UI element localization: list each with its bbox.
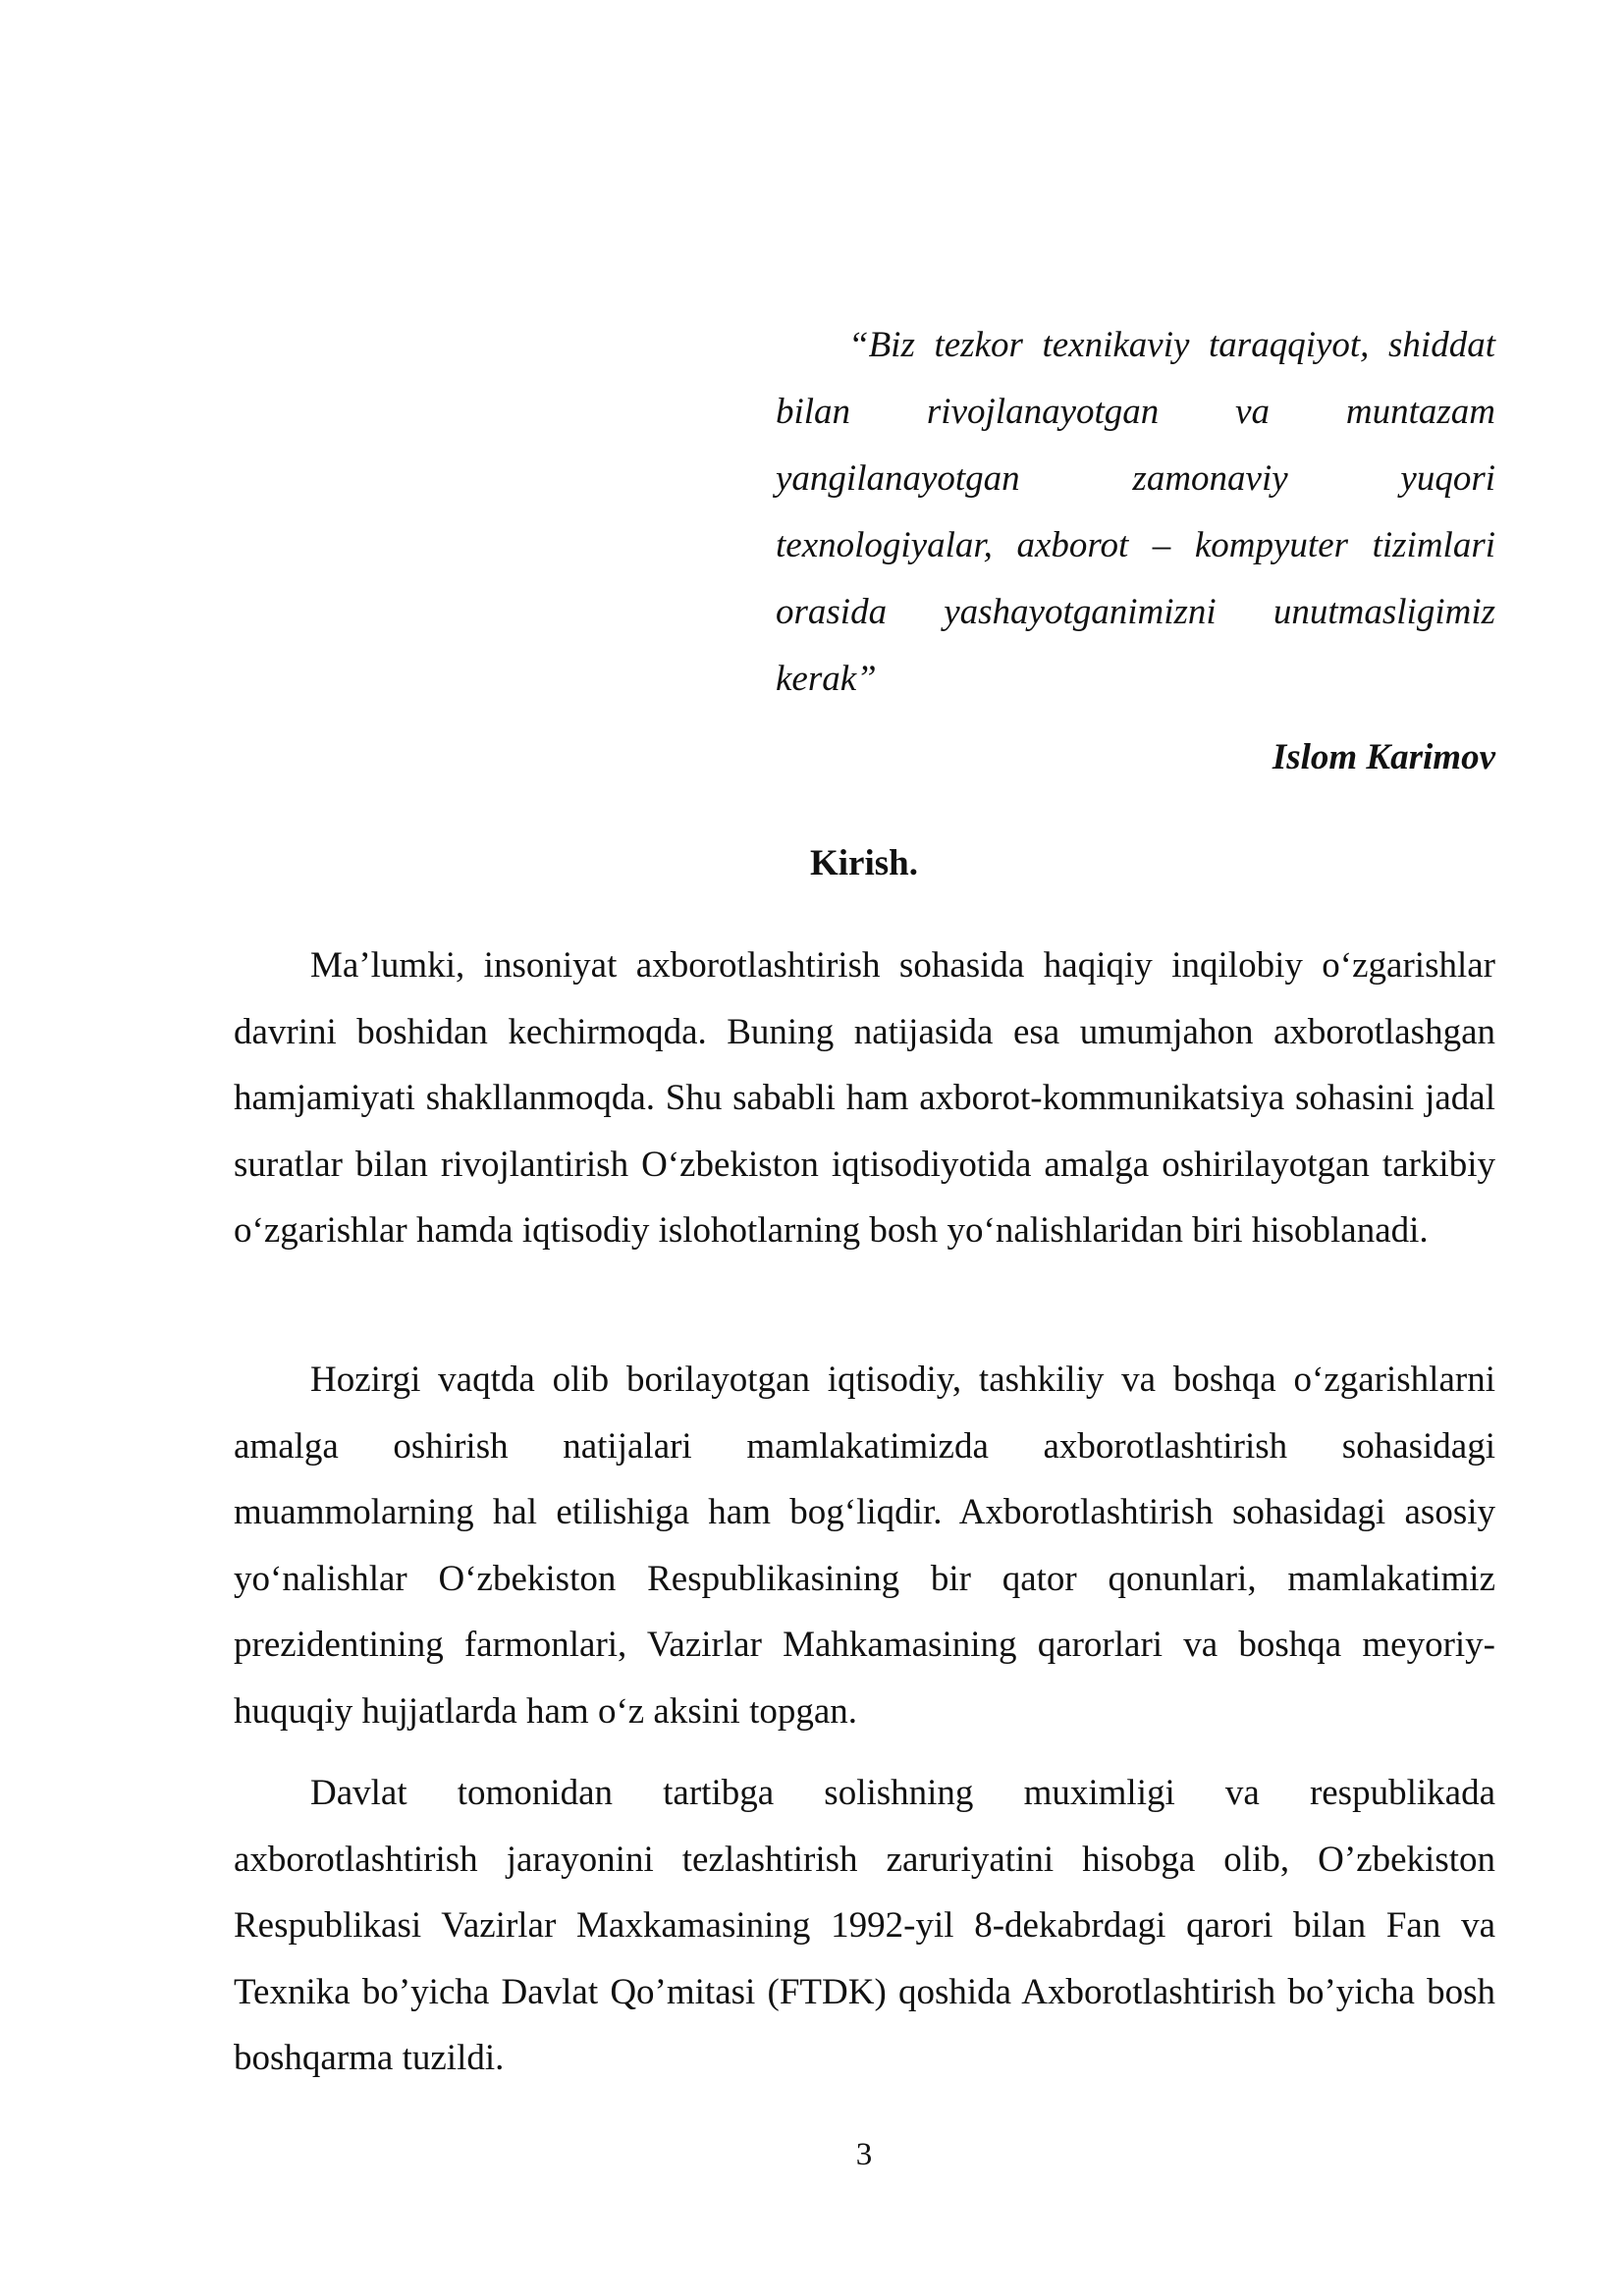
- epigraph-quote: “Biz tezkor texnikaviy taraqqiyot, shiddat bilan rivojlanayotgan va muntazam yangilanayotgan zamonaviy yuqori texnologiyalar, axborot – kompyuter tizimlari orasida yashayotganimizni unutmasligimiz kerak”: [776, 325, 1495, 699]
- body-paragraph: Davlat tomonidan tartibga solishning muximligi va respublikada axborotlashtirish jarayonini tezlashtirish zaruriyatini hisobga olib, O’zbekiston Respublikasi Vazirlar Maxkamasining 1992-yil 8-dekabrdagi qarori bilan Fan va Texnika bo’yicha Davlat Qo’mitasi (FTDK) qoshida Axborotlashtirish bo’yicha bosh boshqarma tuzildi.: [234, 1773, 1495, 2078]
- body-paragraph: Hozirgi vaqtda olib borilayotgan iqtisodiy, tashkiliy va boshqa o‘zgarishlarni amalga oshirish natijalari mamlakatimizda axborotlashtirish sohasidagi muammolarning hal etilishiga ham bog‘liqdir. Axborotlashtirish sohasidagi asosiy yo‘nalishlar O‘zbekiston Respublikasining bir qator qonunlari, mamlakatimiz prezidentining farmonlari, Vazirlar Mahkamasining qarorlari va boshqa meyoriy-huquqiy hujjatlarda ham o‘z aksini topgan.: [234, 1360, 1495, 1732]
- page-number: 3: [855, 2137, 873, 2172]
- body-paragraph: Ma’lumki, insoniyat axborotlashtirish sohasida haqiqiy inqilobiy o‘zgarishlar davrini boshidan kechirmoqda. Buning natijasida esa umumjahon axborotlashgan hamjamiyati shakllanmoqda. Shu sababli ham axborot-kommunikatsiya sohasini jadal suratlar bilan rivojlantirish O‘zbekiston iqtisodiyotida amalga oshirilayotgan tarkibiy o‘zgarishlar hamda iqtisodiy islohotlarning bosh yo‘nalishlaridan biri hisoblanadi.: [234, 945, 1495, 1251]
- epigraph-author: Islom Karimov: [1272, 737, 1495, 777]
- section-heading: Kirish.: [810, 843, 918, 883]
